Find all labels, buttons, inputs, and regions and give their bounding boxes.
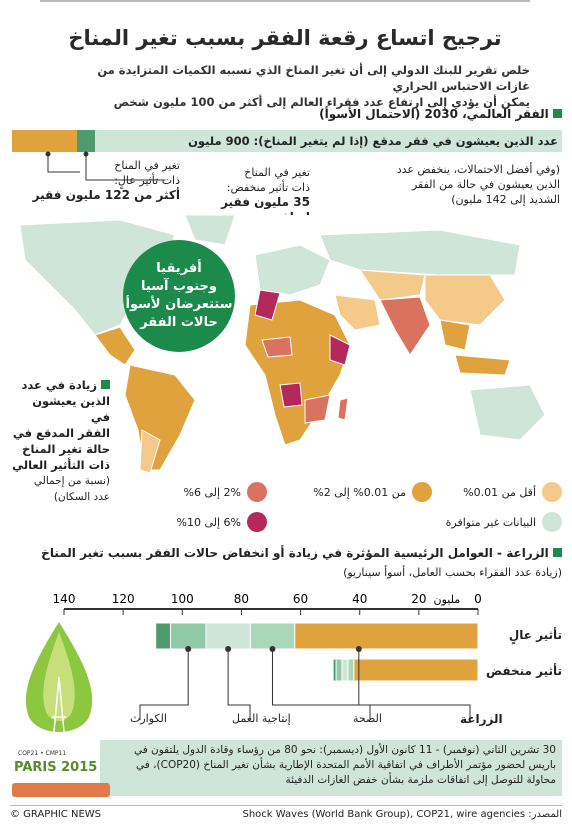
high-impact-dot bbox=[46, 152, 51, 157]
bubble-line3: ستتعرضان لأسوأ bbox=[125, 297, 233, 312]
low-impact-dot bbox=[84, 152, 89, 157]
low-impact-line2: ذات تأثير منخفض: bbox=[226, 181, 310, 194]
section1-header-text: الفقر العالمي، 2030 (الاحتمال الأسوأ) bbox=[319, 107, 549, 121]
legend-item-lt001 bbox=[463, 482, 562, 502]
factor-connector bbox=[228, 649, 250, 720]
high-impact-callout bbox=[30, 158, 180, 203]
legend-swatch bbox=[247, 512, 267, 532]
bar-segment bbox=[333, 659, 336, 681]
watermark-logo bbox=[12, 783, 110, 797]
axis-unit-label: مليون bbox=[433, 593, 461, 606]
legend-label: أقل من 0.01% bbox=[463, 485, 536, 499]
high-impact-value: أكثر من 122 مليون فقير bbox=[32, 188, 180, 202]
factor-label-agriculture: الزراعة bbox=[460, 712, 503, 726]
source: المصدر: Shock Waves (World Bank Group), COP21, wire agencies bbox=[242, 809, 562, 820]
map-side-line4: حالة تغير المناخ bbox=[22, 442, 110, 456]
legend-label: البيانات غير متوافرة bbox=[445, 515, 536, 529]
bar-segment bbox=[348, 659, 354, 681]
africa-south-asia-bubble bbox=[123, 240, 235, 352]
factor-dot bbox=[185, 646, 191, 652]
high-impact-line2: ذات تأثير عالٍ: bbox=[114, 174, 180, 187]
section1-header bbox=[200, 107, 562, 121]
high-impact-segment bbox=[12, 130, 77, 152]
legend-swatch bbox=[412, 482, 432, 502]
factor-label-health: الصحة bbox=[353, 712, 382, 725]
credit: © GRAPHIC NEWS bbox=[10, 809, 102, 820]
row-label-high: تأثير عالٍ bbox=[508, 628, 562, 642]
legend-item-001-2 bbox=[313, 482, 432, 502]
x-tick-label: 40 bbox=[352, 592, 368, 606]
best-case-note bbox=[370, 162, 560, 207]
map-side-annotation bbox=[10, 377, 110, 505]
bar-segment bbox=[354, 659, 478, 681]
map-side-line5: ذات التأثير العالي bbox=[12, 458, 110, 472]
bar-segment bbox=[156, 623, 171, 649]
poverty-bar-label: عدد الذين يعيشون في فقر مدقع (إذا لم يتغير المناخ): 900 مليون bbox=[188, 134, 558, 148]
bar-segment bbox=[170, 623, 205, 649]
intro-line-2: يمكن أن يؤدي إلى ارتفاع عدد فقراء العالم إلى أكثر من 100 مليون شخص bbox=[113, 95, 530, 109]
bar-segment bbox=[295, 623, 478, 649]
bar-segment bbox=[342, 659, 348, 681]
low-impact-line1: تغير في المناخ bbox=[244, 166, 310, 179]
africa-south-central bbox=[280, 383, 302, 407]
bubble-line2: وجنوب آسيا bbox=[141, 279, 217, 294]
low-impact-value: 35 مليون فقير bbox=[221, 195, 310, 209]
legend-label: 2% إلى 6% bbox=[183, 485, 241, 499]
intro-text bbox=[60, 62, 530, 110]
cop-logo-top: COP21 • CMP11 bbox=[18, 750, 67, 757]
factor-label-labour: إنتاجية العمل bbox=[232, 712, 291, 725]
best-case-line3: الشديد إلى 142 مليون) bbox=[451, 193, 560, 206]
x-tick-label: 140 bbox=[52, 592, 76, 606]
x-tick-label: 0 bbox=[474, 592, 482, 606]
best-case-line2: الذين يعيشون في حالة من الفقر bbox=[411, 178, 560, 191]
legend-label: 6% إلى 10% bbox=[176, 515, 241, 529]
map-side-line3: الفقر المدقع في bbox=[12, 426, 110, 440]
map-side-line1: زيادة في عدد bbox=[21, 378, 97, 392]
legend-item-6-10 bbox=[177, 512, 267, 532]
bar-segment bbox=[206, 623, 250, 649]
map-side-note1: (نسبة من إجمالي bbox=[33, 475, 110, 487]
legend bbox=[160, 482, 562, 542]
green-square-icon bbox=[101, 380, 110, 389]
section2-header bbox=[40, 546, 562, 560]
legend-item-2-6 bbox=[184, 482, 267, 502]
legend-swatch bbox=[247, 482, 267, 502]
top-rule bbox=[40, 0, 530, 2]
bar-segment bbox=[250, 623, 294, 649]
factor-dot bbox=[269, 646, 275, 652]
legend-swatch bbox=[542, 482, 562, 502]
row-label-low: تأثير منخفض bbox=[485, 664, 562, 678]
legend-swatch bbox=[542, 512, 562, 532]
legend-label: من 0.01% إلى 2% bbox=[313, 485, 406, 499]
legend-item-no-data bbox=[446, 512, 562, 532]
factor-dot bbox=[225, 646, 231, 652]
high-impact-line1: تغير في المناخ bbox=[114, 159, 180, 172]
bar-segment bbox=[336, 659, 342, 681]
factor-label-disasters: الكوارث bbox=[130, 712, 167, 725]
bubble-line1: أفريقيا bbox=[156, 261, 202, 276]
footer-text: 30 تشرين الثاني (نوفمبر) - 11 كانون الأول (ديسمبر): نحو 80 من رؤساء وقادة الدول يلتقون في باريس لحضور مؤتمر الأطراف في اتفاقية الأمم المتحدة الإطارية بشأن تغير المناخ (COP20)، في محاولة للتوصل إلى اتفاقات ملزمة بشأن خفض الغازات الدفيئة bbox=[133, 744, 556, 786]
x-tick-label: 120 bbox=[111, 592, 135, 606]
green-square-icon bbox=[553, 109, 562, 118]
section2-subheader: (زيادة عدد الفقراء بحسب العامل، أسوأ سيناريو) bbox=[343, 566, 562, 579]
best-case-line1: (وفي أفضل الاحتمالات، ينخفض عدد bbox=[396, 163, 560, 176]
map-side-line2: الذين يعيشون في bbox=[32, 394, 110, 424]
x-tick-label: 60 bbox=[292, 592, 309, 606]
factor-connector bbox=[140, 649, 188, 720]
page-title: ترجيح اتساع رقعة الفقر بسبب تغير المناخ bbox=[68, 26, 502, 50]
x-tick-label: 20 bbox=[411, 592, 427, 606]
cop21-leaf-logo bbox=[14, 622, 104, 752]
section2-header-text: الزراعة - العوامل الرئيسية المؤثرة في زيادة أو انخفاض حالات الفقر بسبب تغير المناخ bbox=[41, 546, 549, 560]
bubble-line4: حالات الفقر bbox=[140, 315, 218, 330]
source-bar bbox=[10, 805, 562, 826]
factor-dot bbox=[356, 646, 362, 652]
africa-west bbox=[262, 337, 292, 357]
intro-line-1: خلص تقرير للبنك الدولي إلى أن تغير المناخ الذي تسببه الكميات المتزايدة من غازات الاحتباس الحراري bbox=[97, 63, 530, 93]
map-side-note2: عدد السكان) bbox=[53, 491, 110, 503]
x-tick-label: 80 bbox=[233, 592, 250, 606]
green-square-icon bbox=[553, 548, 562, 557]
low-impact-segment bbox=[77, 130, 95, 152]
cop-logo-main: PARIS 2015 bbox=[14, 760, 98, 775]
x-tick-label: 100 bbox=[170, 592, 194, 606]
